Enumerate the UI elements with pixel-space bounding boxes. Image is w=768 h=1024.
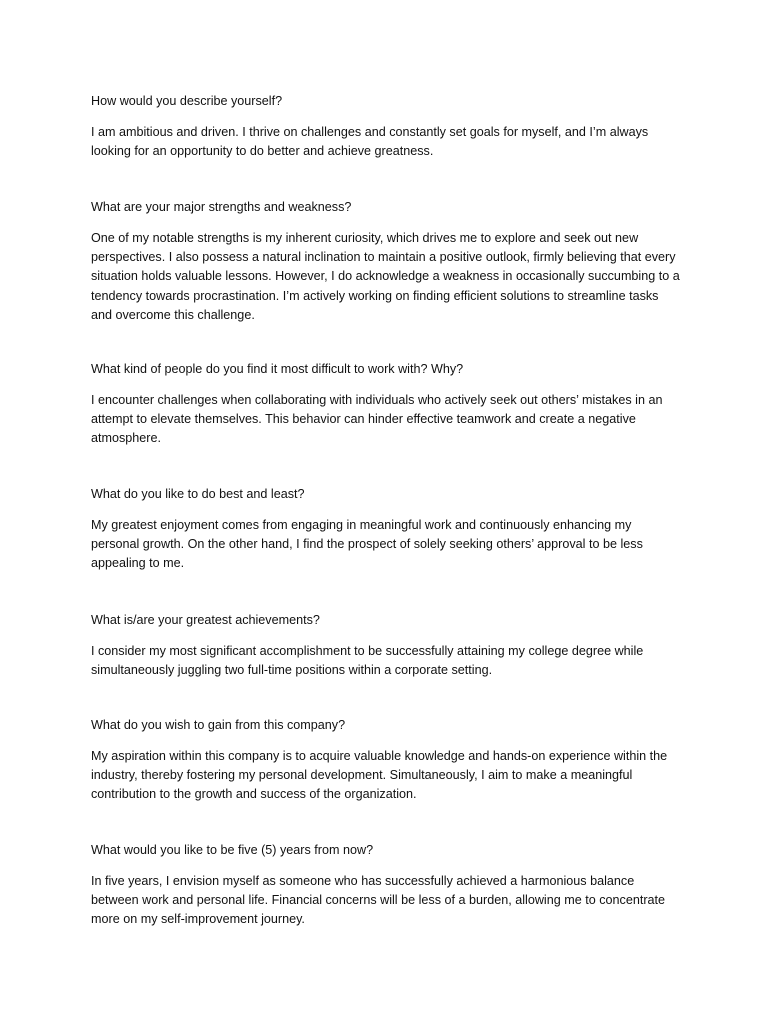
answer-text: I am ambitious and driven. I thrive on challenges and constantly set goals for myself, and I’m always looking for an opportunity to do better and achieve greatness. <box>91 125 649 159</box>
qa-section-company-goals <box>91 716 681 805</box>
answer-text: My aspiration within this company is to acquire valuable knowledge and hands-on experience within the industry, thereby fostering my personal development. Simultaneously, I aim to make a meaningful contribution to the growth and success of the organization. <box>91 749 668 802</box>
question-text: What are your major strengths and weakness? <box>91 200 352 214</box>
question-text: What is/are your greatest achievements? <box>91 613 320 627</box>
question-text: What would you like to be five (5) years from now? <box>91 843 374 857</box>
qa-section-best-least <box>91 485 681 574</box>
question-text: How would you describe yourself? <box>91 94 283 108</box>
question-text: What kind of people do you find it most difficult to work with? Why? <box>91 362 464 376</box>
answer-text: I consider my most significant accomplishment to be successfully attaining my college degree while simultaneously juggling two full-time positions within a corporate setting. <box>91 644 644 678</box>
qa-section-difficult-people <box>91 360 681 449</box>
answer-text: I encounter challenges when collaborating with individuals who actively seek out others’ mistakes in an attempt to elevate themselves. This behavior can hinder effective teamwork and create a negative atmosphere. <box>91 393 663 446</box>
qa-section-achievements <box>91 611 681 680</box>
question-text: What do you wish to gain from this company? <box>91 718 346 732</box>
qa-section-strengths-weakness <box>91 198 681 325</box>
question-text: What do you like to do best and least? <box>91 487 305 501</box>
answer-text: In five years, I envision myself as someone who has successfully achieved a harmonious balance between work and personal life. Financial concerns will be less of a burden, allowing me to concentrate more on my self-improvement journey. <box>91 874 666 927</box>
answer-text: One of my notable strengths is my inherent curiosity, which drives me to explore and seek out new perspectives. I also possess a natural inclination to maintain a positive outlook, firmly believing that every situation holds valuable lessons. However, I do acknowledge a weakness in occasionally succumbing to a tendency towards procrastination. I’m actively working on finding efficient solutions to streamline tasks and overcome this challenge. <box>91 231 680 322</box>
answer-text: My greatest enjoyment comes from engaging in meaningful work and continuously enhancing my personal growth. On the other hand, I find the prospect of solely seeking others’ approval to be less appealing to me. <box>91 518 643 571</box>
qa-section-five-years <box>91 841 681 930</box>
qa-section-self-description <box>91 92 681 161</box>
